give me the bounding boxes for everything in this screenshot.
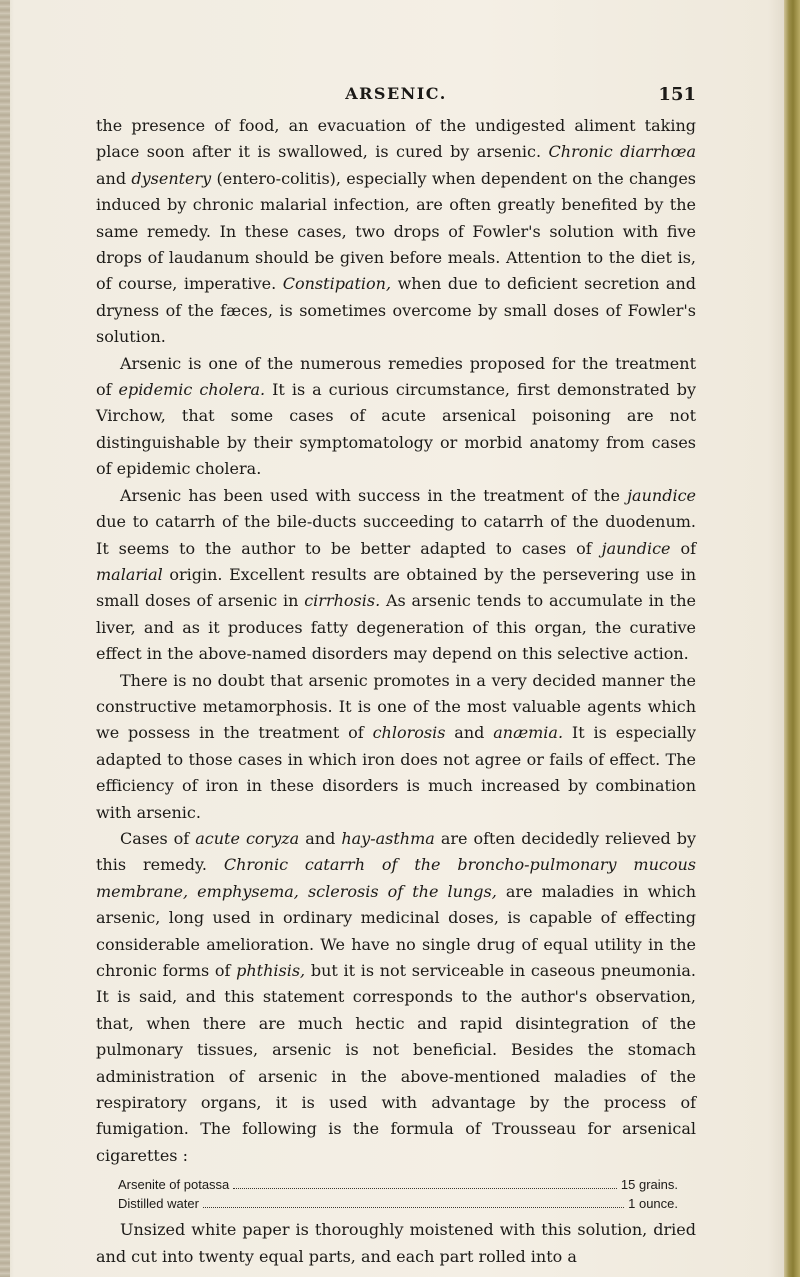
italic-term: jaundice: [627, 485, 696, 505]
paragraph: [96, 351, 696, 483]
italic-term: acute coryza: [195, 828, 300, 848]
text-run: and: [445, 723, 494, 743]
text-run: are maladies in which arsenic, long used in ordinary medicinal doses, is capable of effecting considerable amelioration. We have no single drug of equal utility in the chronic forms of: [96, 881, 696, 980]
formula-quantity: 15 grains.: [620, 1177, 678, 1193]
formula-quantity: 1 ounce.: [628, 1196, 678, 1212]
closing-paragraph: Unsized white paper is thoroughly moistened with this solution, dried and cut into twenty equal parts, and each part rolled into a: [96, 1220, 696, 1266]
text-run: the presence of food, an evacuation of the undigested aliment taking place soon after it is swallowed, is cured by arsenic.: [96, 116, 696, 162]
text-run: due to catarrh of the bile-ducts succeeding to catarrh of the duodenum. It seems to the author to be better adapted to cases of: [96, 512, 696, 558]
paragraph: [96, 668, 696, 826]
running-head: ARSENIC.: [345, 84, 447, 103]
paragraph: [96, 483, 696, 668]
text-run: Cases of: [120, 828, 196, 848]
italic-term: dysentery: [131, 168, 212, 188]
text-run: There is no doubt that arsenic promotes in a very decided manner the constructive metamorphosis. It is one of the most valuable agents which we possess in the treatment of: [96, 670, 696, 743]
text-run: (entero-colitis), especially when dependent on the changes induced by chronic malarial infection, are often greatly benefited by the same remedy. In these cases, two drops of Fowler's solution with five drops of laudanum should be given before meals. Attention to the diet is, of course, imperative.: [96, 168, 697, 294]
text-run: Arsenic is one of the numerous remedies proposed for the treatment of: [96, 353, 696, 400]
italic-term: cirrhosis.: [304, 591, 381, 611]
formula-row: [118, 1194, 678, 1213]
italic-term: epidemic cholera.: [118, 380, 266, 400]
text-run: It is especially adapted to those cases in which iron does not agree or fails of effect. The efficiency of iron in these disorders is much increased by combination with arsenic.: [96, 723, 696, 822]
formula-row: [118, 1175, 678, 1194]
text-run: Arsenic has been used with success in the treatment of the: [120, 485, 628, 505]
formula-ingredient: Arsenite of potassa: [118, 1177, 230, 1193]
paragraph: [96, 113, 696, 351]
text-run: It is a curious circumstance, first demonstrated by Virchow, that some cases of acute arsenical poisoning are not distinguishable by their symptomatology or morbid anatomy from cases of epidemic cholera.: [96, 380, 696, 479]
italic-term: malarial: [96, 564, 163, 584]
text-run: but it is not serviceable in caseous pneumonia. It is said, and this statement corresponds to the author's observation, that, when there are much hectic and rapid disintegration of the pulmonary tissues, arsenic is not beneficial. Besides the stomach administration of arsenic in the above-mentioned maladies of the respiratory organs, it is used with advantage by the process of fumigation. The following is the formula of Trousseau for arsenical cigarettes :: [96, 961, 696, 1165]
italic-term: Chronic diarrhœa: [548, 142, 696, 162]
leader-dots: [233, 1188, 617, 1189]
text-run: As arsenic tends to accumulate in the liver, and as it produces fatty degeneration of this organ, the curative effect in the above-named disorders may depend on this selective action.: [96, 591, 696, 664]
paragraph: [96, 826, 696, 1169]
leader-dots: [203, 1207, 624, 1208]
italic-term: phthisis,: [236, 961, 306, 980]
page-gutter-edge: [0, 0, 10, 1277]
italic-term: anæmia.: [493, 723, 564, 743]
page-fore-edge: [784, 0, 800, 1277]
italic-term: Constipation,: [282, 274, 392, 294]
italic-term: chlorosis: [372, 723, 446, 743]
formula-ingredient: Distilled water: [118, 1196, 199, 1212]
text-run: and: [299, 828, 342, 848]
text-run: when due to deficient secretion and dryness of the fæces, is sometimes overcome by small doses of Fowler's solution.: [96, 274, 697, 347]
italic-term: hay-asthma: [341, 828, 435, 848]
page-number: 151: [658, 84, 696, 105]
italic-term: Chronic catarrh of the broncho-pulmonary mucous membrane, emphysema, sclerosis of the lungs,: [96, 855, 696, 901]
text-run: and: [96, 168, 132, 188]
body-text: [96, 113, 696, 1270]
page-header: [96, 84, 696, 108]
text-run: are often decidedly relieved by this remedy.: [96, 828, 697, 875]
text-run: of: [670, 538, 697, 558]
italic-term: jaundice: [601, 538, 671, 558]
formula-table: [118, 1175, 678, 1213]
text-run: origin. Excellent results are obtained by the persevering use in small doses of arsenic in: [96, 564, 696, 611]
